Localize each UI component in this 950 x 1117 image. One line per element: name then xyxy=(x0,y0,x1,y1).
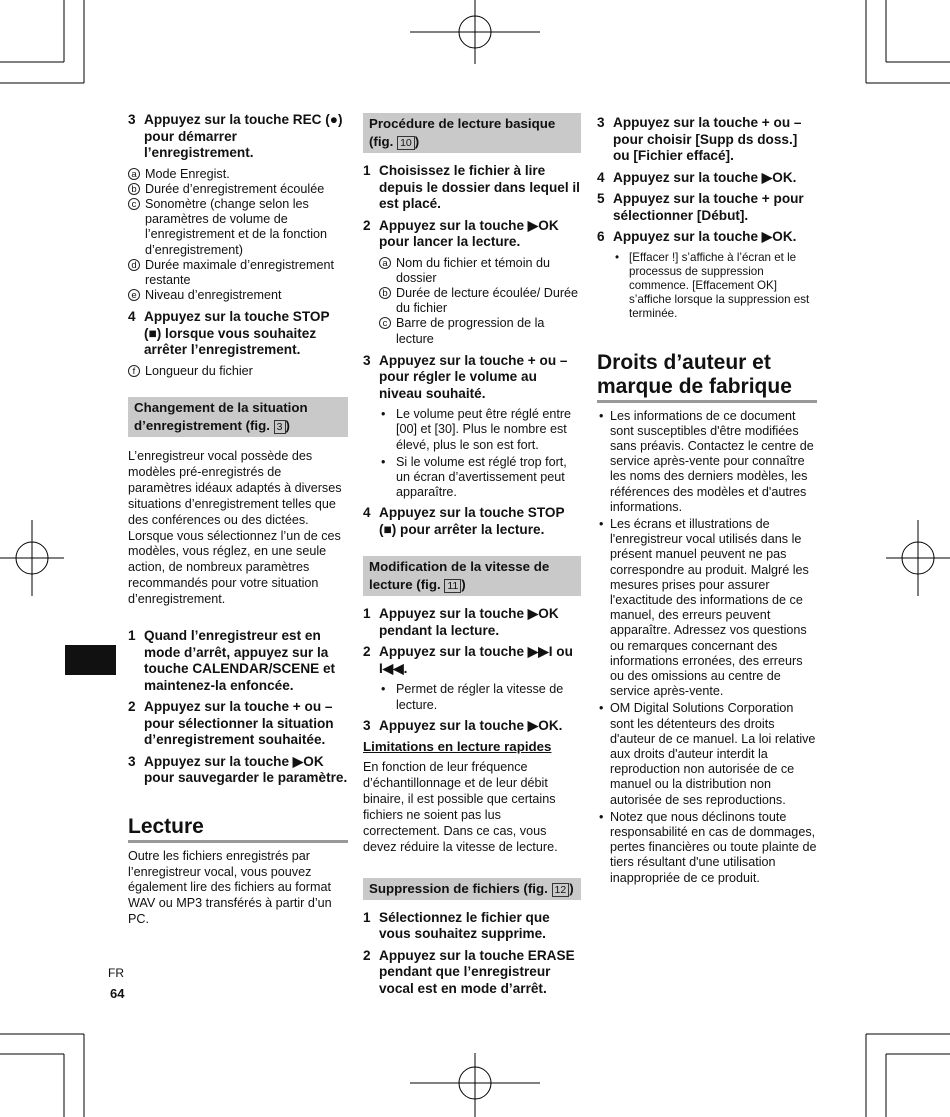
list-item: 1 Appuyez sur la touche ▶OK pendant la lecture. xyxy=(363,606,559,638)
list-item: 2 Appuyez sur la touche ERASE pendant que l’enregistreur vocal est en mode d’arrêt. xyxy=(363,947,575,996)
list-item: a Nom du fichier et témoin du dossier xyxy=(379,256,581,286)
list-item: c Sonomètre (change selon les paramètres de volume de l’enregistrement et de la fonction d’enregistrement) xyxy=(128,197,348,258)
column-2 xyxy=(363,113,581,1002)
list-item: 2 Appuyez sur la touche ▶OK pour lancer la lecture. xyxy=(363,217,559,249)
list-item: • Si le volume est réglé trop fort, un écran d’avertissement peut apparaître. xyxy=(379,455,581,501)
language-label: FR xyxy=(108,966,124,980)
list-item: • Permet de régler la vitesse de lecture. xyxy=(379,682,581,712)
section-heading-delete: Suppression de fichiers (fig. 12 ) xyxy=(363,878,581,900)
list-item: 3 Appuyez sur la touche ▶OK pour sauvegarder le paramètre. xyxy=(128,753,348,786)
list-item: f Longueur du fichier xyxy=(128,364,348,379)
speed-notes xyxy=(363,682,581,712)
section-heading-basic-playback: Procédure de lecture basique (fig. 10 ) xyxy=(363,113,581,153)
lecture-description: Outre les fichiers enregistrés par l’enregistreur vocal, vous pouvez également lire des fichiers au format WAV ou MP3 transférés à partir d’un PC. xyxy=(128,848,332,927)
list-item: 4 Appuyez sur la touche STOP (■) pour arrêter la lecture. xyxy=(363,505,565,537)
section-heading-speed: Modification de la vitesse de lecture (fig. 11 ) xyxy=(363,556,581,596)
list-item: • Les écrans et illustrations de l'enregistreur vocal utilisés dans le présent manuel peuvent ne pas correspondre au produit. Malgré les mesures prises pour assurer l'exactitude des informations de ce manuel, des erreurs peuvent apparaître. Adressez vos questions ou remarques concernant des informations erronées, des erreurs ou des omissions au centre de service après-vente. xyxy=(597,517,817,699)
delete-note: • [Effacer !] s’affiche à l’écran et le processus de suppression commence. [Effacement OK] s’affiche lorsque la suppression est terminée. xyxy=(613,251,817,321)
list-item: 3 Appuyez sur la touche + ou – pour choisir [Supp ds doss.] ou [Fichier effacé]. xyxy=(597,115,802,163)
list-item: 1 Quand l’enregistreur est en mode d’arrêt, appuyez sur la touche CALENDAR/SCENE et maintenez-la enfoncée. xyxy=(128,628,336,693)
list-item: b Durée de lecture écoulée/ Durée du fichier xyxy=(379,286,581,316)
list-item: • OM Digital Solutions Corporation sont les détenteurs des droits d'auteur de ce manuel. La loi relative aux droits d'auteur interdit la reproduction non autorisée de ce manuel ou la distribution non autorisée de ses reproductions. xyxy=(597,701,817,807)
section-title-copyright: Droits d’auteur et marque de fabrique xyxy=(597,351,817,403)
section-heading-scene: Changement de la situation d’enregistrement (fig. 3 ) xyxy=(128,397,348,437)
list-item: 3 Appuyez sur la touche + ou – pour régler le volume au niveau souhaité. xyxy=(363,352,568,401)
list-item: 3 Appuyez sur la touche ▶OK. xyxy=(363,717,563,733)
limitations-text: En fonction de leur fréquence d’échantillonnage et de leur débit binaire, il est possible que certains fichiers ne soient pas lus correctement. Dans ce cas, vous devez réduire la vitesse de lecture. xyxy=(363,760,558,854)
list-item: 6 Appuyez sur la touche ▶OK. xyxy=(597,229,797,244)
list-item: e Niveau d’enregistrement xyxy=(128,288,348,303)
list-item: • Notez que nous déclinons toute responsabilité en cas de dommages, pertes financières ou toute plainte de tiers résultant d'une utilisation inappropriée de ce produit. xyxy=(597,810,817,886)
page-tab-marker xyxy=(65,645,116,675)
list-item: d Durée maximale d’enregistrement restante xyxy=(128,258,348,288)
list-item: 2 Appuyez sur la touche ▶▶I ou I◀◀. xyxy=(363,644,573,676)
step-stop: 4 Appuyez sur la touche STOP (■) lorsque vous souhaitez arrêter l’enregistrement. xyxy=(128,309,330,358)
list-item: 4 Appuyez sur la touche ▶OK. xyxy=(597,169,797,185)
subheading-limitations: Limitations en lecture rapides xyxy=(363,739,552,755)
volume-notes xyxy=(363,407,581,500)
section-title-lecture: Lecture xyxy=(128,815,348,843)
list-item: 1 Sélectionnez le fichier que vous souhaitez supprime. xyxy=(363,909,550,942)
list-item: b Durée d’enregistrement écoulée xyxy=(128,182,348,197)
scene-description: L’enregistreur vocal possède des modèles pré-enregistrés de paramètres idéaux adaptés à diverses situations d’enregistrement telles que des conférences ou des dictées. Lorsque vous sélectionnez l’un de ces modèles, vous réglez, en une seule action, de nombreux paramètres recommandés pour votre situation d’enregistrement. xyxy=(128,449,342,607)
list-item: 5 Appuyez sur la touche + pour sélectionner [Début]. xyxy=(597,191,804,223)
column-1 xyxy=(128,112,348,928)
stop-screen-items xyxy=(128,364,348,379)
list-item: c Barre de progression de la lecture xyxy=(379,316,581,346)
step-rec: 3 Appuyez sur la touche REC (●) pour démarrer l’enregistrement. xyxy=(128,112,343,160)
page-number: 64 xyxy=(110,986,125,1001)
list-item: • Les informations de ce document sont susceptibles d'être modifiées sans préavis. Contactez le centre de service après-vente pour connaître les noms des derniers modèles, les références des modèles et d'autres informations. xyxy=(597,409,817,515)
list-item: 1 Choisissez le fichier à lire depuis le dossier dans lequel il est placé. xyxy=(363,163,580,211)
rec-screen-items xyxy=(128,167,348,304)
list-item: 2 Appuyez sur la touche + ou – pour sélectionner la situation d’enregistrement souhaitée. xyxy=(128,699,334,748)
list-item: • Le volume peut être réglé entre [00] et [30]. Plus le nombre est élevé, plus le son est fort. xyxy=(379,407,581,453)
list-item: a Mode Enregist. xyxy=(128,167,348,182)
playback-screen-items xyxy=(363,256,581,347)
column-3 xyxy=(597,115,817,888)
